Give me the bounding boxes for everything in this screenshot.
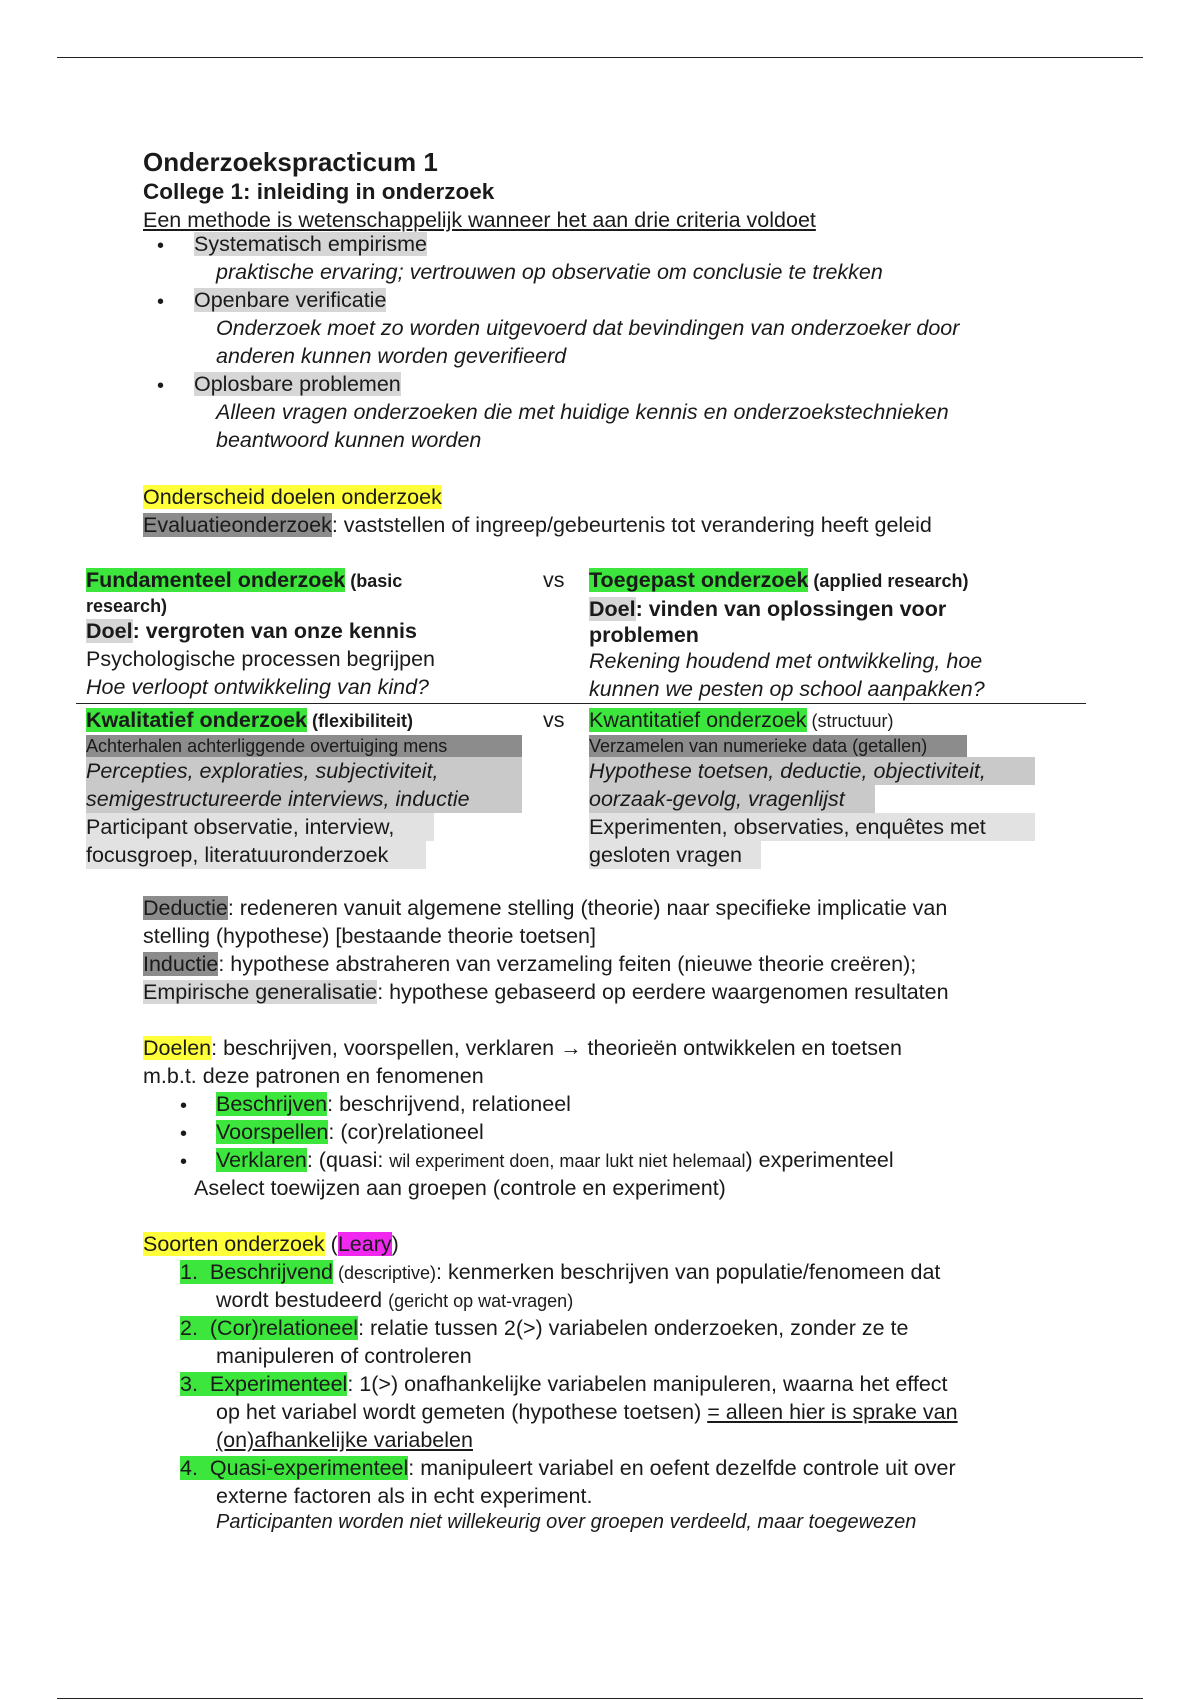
type-item-1: 1. Beschrijvend (descriptive): kenmerken beschrijven van populatie/fenomeen dat: [180, 1260, 941, 1284]
bullet-icon: •: [180, 1095, 188, 1117]
goals-block: Doelen: beschrijven, voorspellen, verklaren → theorieën ontwikkelen en toetsen m.b.t. deze patronen en fenomenen: [143, 1036, 902, 1088]
criteria-desc: Alleen vragen onderzoeken die met huidige kennis en onderzoekstechnieken: [216, 400, 949, 424]
empirische-term: Empirische generalisatie: [143, 980, 378, 1004]
criteria-desc: beantwoord kunnen worden: [216, 428, 482, 452]
page-title: Onderzoekspracticum 1: [143, 147, 438, 177]
type-item-1-cont: wordt bestudeerd (gericht op wat-vragen): [216, 1288, 574, 1312]
doelen-heading: Onderscheid doelen onderzoek: [143, 485, 442, 509]
header: [143, 146, 816, 234]
fundamenteel-column: Fundamenteel onderzoek (basic research) Doel: vergroten van onze kennis Psychologische processen begrijpen Hoe verloopt ontwikkeling van kind?: [86, 568, 435, 699]
table-divider: [76, 703, 1086, 704]
kwantitatief-column: Kwantitatief onderzoek (structuur) Verzamelen van numerieke data (getallen) Hypothese toetsen, deductie, objectiviteit, oorzaak-gevolg, vragenlijst Experimenten, observaties, enquêtes met gesloten vragen: [589, 706, 1035, 869]
kwalitatief-column: Kwalitatief onderzoek (flexibiliteit) Achterhalen achterliggende overtuiging mens Percepties, exploraties, subjectiviteit, semigestructureerde interviews, inductie Participant observatie, interview, focusgroep, literatuuronderzoek: [86, 706, 522, 869]
evaluatie-line: Evaluatieonderzoek: vaststellen of ingreep/gebeurtenis tot verandering heeft geleid: [143, 513, 932, 537]
bullet-icon: •: [157, 375, 165, 397]
reasoning-block: Deductie: redeneren vanuit algemene stelling (theorie) naar specifieke implicatie van stelling (hypothese) [bestaande theorie toetsen] Inductie: hypothese abstraheren van verzameling feiten (nieuwe theorie creëren); Empirische generalisatie: hypothese gebaseerd op eerdere waargenomen resultaten: [143, 896, 949, 1004]
evaluatie-term: Evaluatieonderzoek: [143, 513, 332, 537]
criteria-intro: Een methode is wetenschappelijk wanneer het aan drie criteria voldoet: [143, 208, 816, 232]
type-item-4-cont: externe factoren als in echt experiment.: [216, 1484, 593, 1508]
criteria-item-3: [194, 370, 401, 398]
bullet-icon: •: [157, 235, 165, 257]
deductie-term: Deductie: [143, 896, 228, 920]
type-item-4: 4. Quasi-experimenteel: manipuleert variabel en oefent dezelfde controle uit over: [180, 1456, 956, 1480]
type-item-2: 2. (Cor)relationeel: relatie tussen 2(>) variabelen onderzoeken, zonder ze te: [180, 1316, 909, 1340]
toegepast-column: Toegepast onderzoek (applied research) Doel: vinden van oplossingen voor problemen Rekening houdend met ontwikkeling, hoe kunnen we pesten op school aanpakken?: [589, 568, 985, 701]
types-heading: Soorten onderzoek (Leary): [143, 1232, 399, 1256]
criteria-desc: Onderzoek moet zo worden uitgevoerd dat bevindingen van onderzoeker door: [216, 316, 960, 340]
type-item-4-note: Participanten worden niet willekeurig over groepen verdeeld, maar toegewezen: [216, 1511, 917, 1533]
author-tag: Leary: [337, 1232, 392, 1256]
goal-item: Verklaren: (quasi: wil experiment doen, maar lukt niet helemaal) experimenteel: [216, 1148, 894, 1172]
criteria-item-1: [194, 230, 427, 258]
criteria-label: Oplosbare problemen: [194, 372, 401, 396]
goal-item: Voorspellen: (cor)relationeel: [216, 1120, 484, 1144]
criteria-label: Systematisch empirisme: [194, 232, 427, 256]
type-item-3-cont2: (on)afhankelijke variabelen: [216, 1428, 473, 1452]
bottom-rule: [57, 1698, 1143, 1699]
bullet-icon: •: [180, 1151, 188, 1173]
inductie-term: Inductie: [143, 952, 219, 976]
criteria-desc: anderen kunnen worden geverifieerd: [216, 344, 567, 368]
type-item-3-cont: op het variabel wordt gemeten (hypothese toetsen) = alleen hier is sprake van: [216, 1400, 958, 1424]
criteria-label: Openbare verificatie: [194, 288, 387, 312]
top-rule: [57, 57, 1143, 58]
vs-label: vs: [543, 708, 565, 732]
criteria-item-2: [194, 286, 386, 314]
vs-label: vs: [543, 568, 565, 592]
bullet-icon: •: [180, 1123, 188, 1145]
page-subtitle: College 1: inleiding in onderzoek: [143, 179, 495, 204]
type-item-2-cont: manipuleren of controleren: [216, 1344, 472, 1368]
goal-item: Beschrijven: beschrijvend, relationeel: [216, 1092, 571, 1116]
criteria-desc: praktische ervaring; vertrouwen op observatie om conclusie te trekken: [216, 260, 883, 284]
type-item-3: 3. Experimenteel: 1(>) onafhankelijke variabelen manipuleren, waarna het effect: [180, 1372, 948, 1396]
bullet-icon: •: [157, 291, 165, 313]
doelen-term: Doelen: [143, 1036, 212, 1060]
goals-note: Aselect toewijzen aan groepen (controle en experiment): [194, 1176, 726, 1200]
